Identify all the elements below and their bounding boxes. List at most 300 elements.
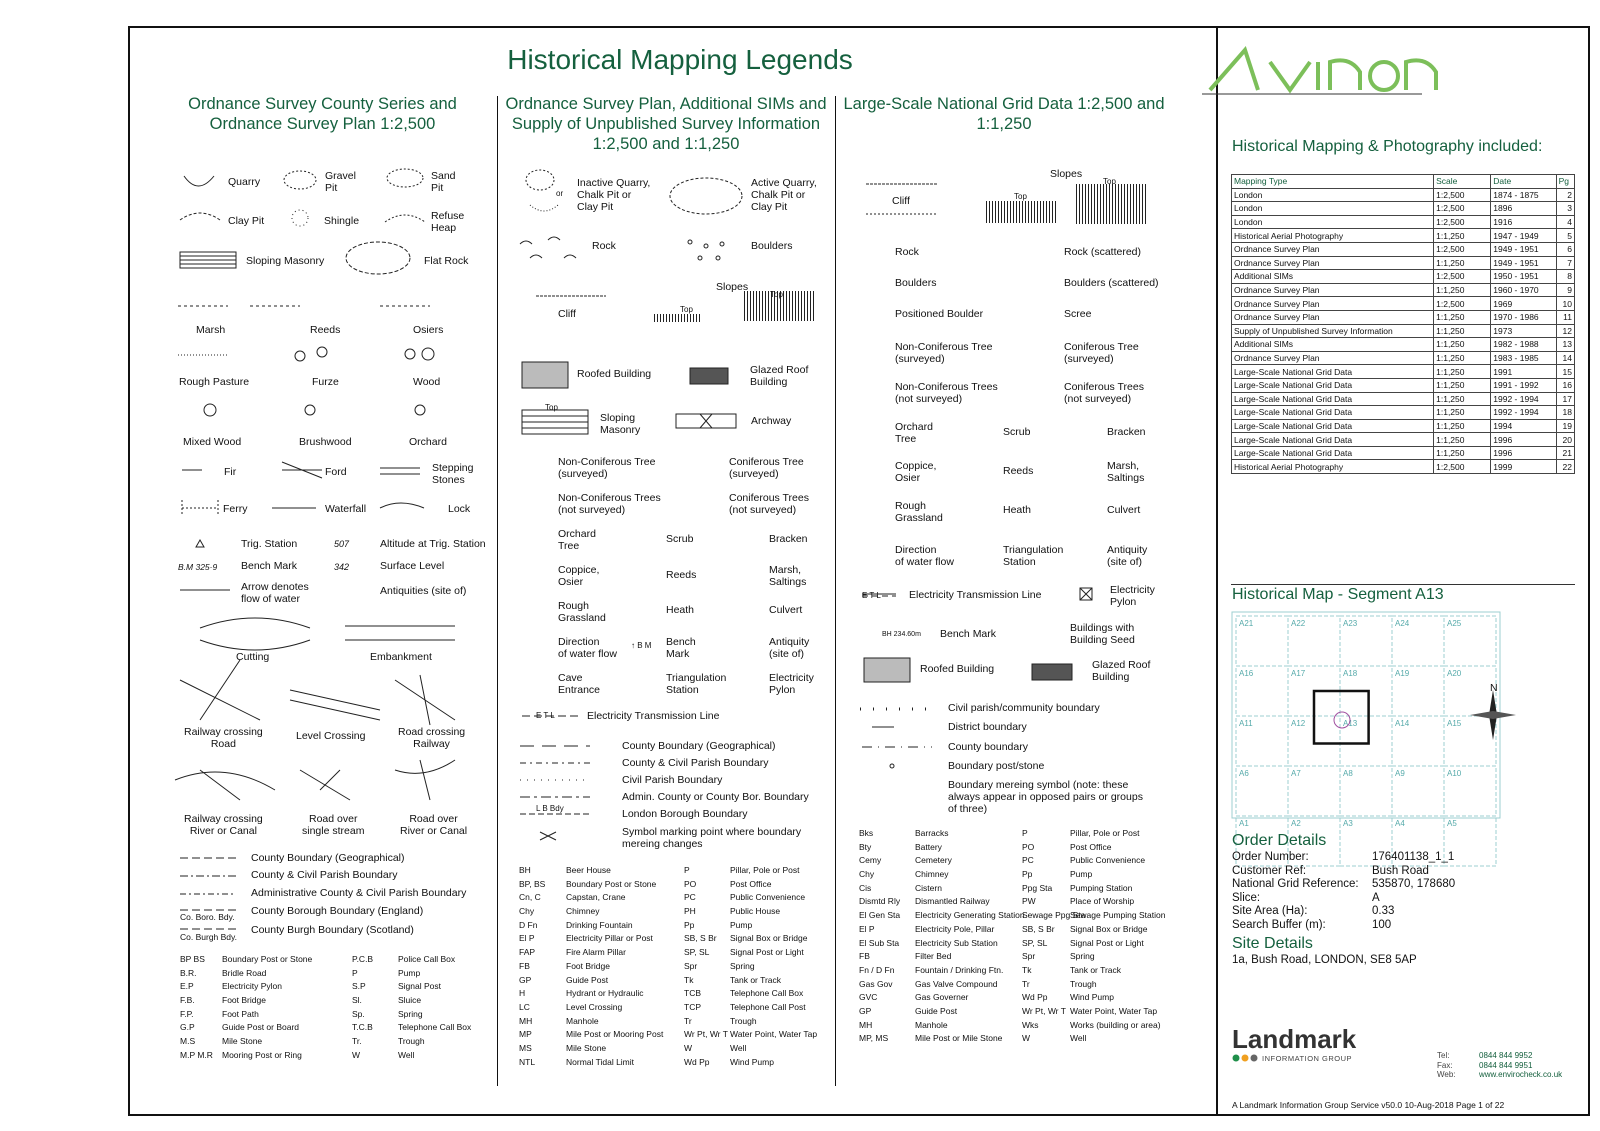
abbreviation-row xyxy=(1022,909,1172,923)
abbreviation-value: Battery xyxy=(915,841,942,852)
landmark-dots-icon xyxy=(1232,1054,1262,1064)
table-row xyxy=(1232,419,1575,433)
table-row xyxy=(1232,365,1575,379)
table-cell: Ordnance Survey Plan xyxy=(1232,283,1434,297)
order-label: National Grid Reference: xyxy=(1232,878,1359,890)
abbreviation-value: Fountain / Drinking Ftn. xyxy=(915,964,1004,975)
abbreviation-row xyxy=(352,1008,492,1022)
table-cell: 15 xyxy=(1556,365,1574,379)
abbreviation-row xyxy=(684,1028,834,1042)
abbreviation-row xyxy=(519,1056,684,1070)
abbreviation-row xyxy=(180,1021,355,1035)
grid-label: A4 xyxy=(1395,819,1405,828)
legend-bench-mark: Bench Mark xyxy=(666,636,696,660)
legend-marsh: Marsh, Saltings xyxy=(769,564,807,588)
abbreviation-row xyxy=(859,964,1019,978)
table-cell: 1970 - 1986 xyxy=(1491,310,1556,324)
burgh-bdy-label: Co. Burgh Bdy. xyxy=(180,932,238,942)
grid-label: A9 xyxy=(1395,769,1405,778)
table-cell: Large-Scale National Grid Data xyxy=(1232,378,1434,392)
abbreviation-key: El P xyxy=(859,923,875,934)
table-row xyxy=(1232,378,1575,392)
abbreviation-value: Chimney xyxy=(566,906,600,917)
abbreviation-row xyxy=(859,909,1025,923)
table-cell: 2 xyxy=(1556,188,1574,202)
table-cell: 1:1,250 xyxy=(1434,256,1491,270)
abbreviation-key: PH xyxy=(684,906,696,917)
site-address: 1a, Bush Road, LONDON, SE8 5AP xyxy=(1232,954,1417,966)
abbreviation-key: Dismtd Rly xyxy=(859,896,901,907)
abbreviation-key: SP, SL xyxy=(1022,937,1048,948)
legend-osiers: Osiers xyxy=(413,324,444,336)
legend-rock: Rock xyxy=(895,246,919,258)
column-heading-os-plan: Ordnance Survey Plan, Additional SIMs and Supply of Unpublished Survey Information 1:2,500 and 1:1,250 xyxy=(505,95,827,153)
legend-triangulation: Triangulation Station xyxy=(666,672,727,696)
abbreviation-value: Pump xyxy=(398,967,421,978)
table-row xyxy=(1232,270,1575,284)
abbreviations-col1-left xyxy=(180,953,355,1063)
abbreviation-key: F.B. xyxy=(180,995,195,1006)
contact-value: www.envirocheck.co.uk xyxy=(1479,1070,1563,1079)
order-row xyxy=(1232,919,1455,933)
abbreviation-key: T.C.B xyxy=(352,1022,373,1033)
abbreviation-value: Signal Post or Light xyxy=(1070,937,1144,948)
abbreviation-key: Sp. xyxy=(352,1008,365,1019)
abbreviation-row xyxy=(1022,868,1172,882)
legend-rough-grassland: Rough Grassland xyxy=(895,500,943,524)
table-row xyxy=(1232,351,1575,365)
segment-title: Historical Map - Segment A13 xyxy=(1232,586,1444,603)
top-label: Top xyxy=(770,290,783,299)
abbreviation-key: Chy xyxy=(519,906,535,917)
abbreviation-value: Telephone Call Box xyxy=(398,1022,472,1033)
table-row xyxy=(1232,392,1575,406)
abbreviation-key: PC xyxy=(1022,855,1034,866)
company-logo xyxy=(1200,40,1440,100)
table-cell: 1949 - 1951 xyxy=(1491,242,1556,256)
legend-bracken: Bracken xyxy=(1107,426,1146,438)
legend-sloping-masonry: Sloping Masonry xyxy=(246,255,325,267)
grid-label: A1 xyxy=(1239,819,1249,828)
abbreviation-key: GVC xyxy=(859,992,878,1003)
abbreviation-value: Spring xyxy=(1070,951,1095,962)
abbreviation-key: S.P xyxy=(352,981,366,992)
abbreviation-key: MH xyxy=(859,1019,873,1030)
abbreviation-key: Tk xyxy=(1022,964,1032,975)
clay-pit-symbol xyxy=(180,213,220,220)
order-value: Bush Road xyxy=(1372,864,1429,877)
abbreviation-key: TCP xyxy=(684,1001,701,1012)
table-row xyxy=(1232,460,1575,474)
legend-lock: Lock xyxy=(448,503,471,515)
abbreviation-value: Guide Post or Board xyxy=(222,1022,300,1033)
abbreviation-key: FAP xyxy=(519,947,536,958)
abbreviation-row xyxy=(519,932,684,946)
contact-row xyxy=(1437,1061,1562,1071)
abbreviation-key: P xyxy=(1022,828,1028,838)
legend-reeds: Reeds xyxy=(1003,465,1034,477)
legend-non-coniferous-not-surveyed: Non-Coniferous Trees (not surveyed) xyxy=(895,381,998,405)
table-cell: 1947 - 1949 xyxy=(1491,229,1556,243)
abbreviation-value: Gas Governer xyxy=(915,992,969,1003)
mapping-table xyxy=(1231,174,1575,474)
abbreviation-key: F.P. xyxy=(180,1008,194,1019)
table-cell: 1:1,250 xyxy=(1434,378,1491,392)
table-cell: Large-Scale National Grid Data xyxy=(1232,392,1434,406)
order-row xyxy=(1232,905,1455,919)
abbreviation-value: Trough xyxy=(730,1015,757,1026)
abbreviation-key: MS xyxy=(519,1042,532,1053)
abbreviation-row xyxy=(1022,937,1172,951)
order-title: Order Details xyxy=(1232,832,1327,849)
abbreviation-value: Works (building or area) xyxy=(1070,1019,1161,1030)
boundary-label: County Boundary (Geographical) xyxy=(251,852,405,864)
boundary-label: County & Civil Parish Boundary xyxy=(251,869,398,881)
abbreviation-value: Pump xyxy=(1070,869,1093,880)
abbreviation-key: Spr xyxy=(1022,951,1036,962)
table-cell: 3 xyxy=(1556,202,1574,216)
abbreviation-key: SB, S Br xyxy=(684,933,717,944)
grid-label: A13 xyxy=(1343,719,1358,728)
table-cell: 1996 xyxy=(1491,433,1556,447)
abbreviation-row xyxy=(684,960,834,974)
abbreviation-row xyxy=(1022,950,1172,964)
boundary-label: County Borough Boundary (England) xyxy=(251,905,424,917)
table-cell: 22 xyxy=(1556,460,1574,474)
boundary-label: County Burgh Boundary (Scotland) xyxy=(251,924,414,936)
abbreviation-row xyxy=(1022,923,1172,937)
order-label: Customer Ref: xyxy=(1232,864,1307,877)
abbreviation-row xyxy=(519,864,684,878)
abbreviation-row xyxy=(684,864,834,878)
legend-slopes: Slopes xyxy=(716,281,749,293)
abbreviation-row xyxy=(519,960,684,974)
or-label: or xyxy=(556,189,564,198)
legend-non-coniferous-not-surveyed: Non-Coniferous Trees (not surveyed) xyxy=(558,492,661,516)
abbreviation-key: W xyxy=(1022,1033,1031,1044)
legend-surface-level: Surface Level xyxy=(380,560,445,572)
flat-rock-symbol xyxy=(346,242,410,274)
order-value: 535870, 178680 xyxy=(1372,878,1456,890)
order-row xyxy=(1232,865,1455,879)
abbreviation-key: M.S xyxy=(180,1036,196,1047)
abbreviation-value: Well xyxy=(398,1049,415,1060)
table-cell: 1:1,250 xyxy=(1434,310,1491,324)
table-cell: 11 xyxy=(1556,310,1574,324)
abbreviation-value: Sewage Pumping Station xyxy=(1070,910,1166,921)
table-row xyxy=(1232,406,1575,420)
legend-inactive-quarry: Inactive Quarry, Chalk Pit or Clay Pit xyxy=(577,177,651,213)
bench-mark-symbol: ↑ B M xyxy=(631,641,652,650)
grid-label: A24 xyxy=(1395,619,1410,628)
legend-rough-grassland: Rough Grassland xyxy=(558,600,606,624)
legend-roofed-building: Roofed Building xyxy=(577,368,652,380)
legend-coppice: Coppice, Osier xyxy=(895,460,937,484)
abbreviation-row xyxy=(859,937,1019,951)
legend-marsh: Marsh xyxy=(196,324,226,336)
north-arrow-icon xyxy=(1468,685,1518,745)
abbreviation-row xyxy=(684,932,834,946)
abbreviation-row xyxy=(1022,978,1172,992)
etl-symbol: E T L xyxy=(862,591,881,600)
abbreviation-value: Pillar, Pole or Post xyxy=(730,865,800,875)
abbreviation-key: Spr xyxy=(684,960,698,971)
boundary-label: Symbol marking point where boundary mereing changes xyxy=(622,826,802,850)
legend-boulders: Boulders xyxy=(895,277,937,289)
refuse-heap-symbol xyxy=(385,215,425,222)
order-value: 0.33 xyxy=(1372,905,1395,917)
legend-coniferous-surveyed: Coniferous Tree (surveyed) xyxy=(729,456,804,480)
grid-label: A25 xyxy=(1447,619,1462,628)
legend-arrow-flow: Arrow denotes flow of water xyxy=(241,581,309,605)
legend-archway: Archway xyxy=(751,415,792,427)
order-label: Search Buffer (m): xyxy=(1232,918,1326,931)
table-cell: 6 xyxy=(1556,242,1574,256)
abbreviation-key: Bty xyxy=(859,841,872,852)
abbreviation-key: MH xyxy=(519,1015,533,1026)
boundary-label: Civil parish/community boundary xyxy=(948,702,1100,714)
table-cell: Large-Scale National Grid Data xyxy=(1232,433,1434,447)
table-cell: Large-Scale National Grid Data xyxy=(1232,365,1434,379)
abbreviation-row xyxy=(1022,1019,1172,1033)
abbreviation-key: NTL xyxy=(519,1056,536,1067)
legend-scrub: Scrub xyxy=(1003,426,1031,438)
legend-cliff: Cliff xyxy=(558,308,576,320)
column-heading-national-grid: Large-Scale National Grid Data 1:2,500 and 1:1,250 xyxy=(843,95,1165,133)
abbreviation-key: D Fn xyxy=(519,919,538,930)
table-cell: 1:2,500 xyxy=(1434,202,1491,216)
page-footer: A Landmark Information Group Service v50.0 10-Aug-2018 Page 1 of 22 xyxy=(1232,1100,1505,1110)
abbreviation-value: Chimney xyxy=(915,869,949,880)
table-cell: Supply of Unpublished Survey Information xyxy=(1232,324,1434,338)
abbreviation-value: Electricity Pillar or Post xyxy=(566,933,653,944)
abbreviation-value: Trough xyxy=(1070,978,1097,989)
abbreviation-value: Level Crossing xyxy=(566,1001,623,1012)
legend-reeds: Reeds xyxy=(666,569,697,581)
legend-cutting: Cutting xyxy=(236,651,270,663)
table-cell: London xyxy=(1232,215,1434,229)
section-rule xyxy=(1231,584,1575,585)
legend-coppice: Coppice, Osier xyxy=(558,564,600,588)
abbreviation-row xyxy=(684,919,834,933)
table-cell: 1:2,500 xyxy=(1434,215,1491,229)
abbreviation-value: Place of Worship xyxy=(1070,896,1135,907)
contact-label: Fax: xyxy=(1437,1060,1453,1070)
abbreviation-value: Cistern xyxy=(915,882,942,893)
abbreviation-key: P xyxy=(684,865,690,875)
abbreviation-row xyxy=(352,1021,492,1035)
abbreviation-row xyxy=(684,891,834,905)
abbreviation-value: Trough xyxy=(398,1036,425,1047)
abbreviation-key: El P xyxy=(519,933,535,944)
abbreviations-col2-left xyxy=(519,864,684,1069)
table-cell: London xyxy=(1232,188,1434,202)
abbreviation-row xyxy=(859,827,1019,841)
abbreviation-value: Tank or Track xyxy=(730,974,782,985)
legend-orchard-tree: Orchard Tree xyxy=(895,421,933,445)
abbreviation-key: Cn, C xyxy=(519,892,541,903)
abbreviation-key: W xyxy=(352,1049,361,1060)
table-cell: 1:1,250 xyxy=(1434,419,1491,433)
abbreviation-row xyxy=(1022,841,1172,855)
table-cell: 14 xyxy=(1556,351,1574,365)
grid-label: A11 xyxy=(1239,719,1253,728)
legend-bench-mark: Bench Mark xyxy=(940,628,997,640)
abbreviation-value: Public Convenience xyxy=(1070,855,1146,866)
abbreviation-value: Mile Post or Mile Stone xyxy=(915,1033,1003,1044)
legend-bracken: Bracken xyxy=(769,533,808,545)
bench-mark-number: B.M 325·9 xyxy=(178,562,218,572)
contact-details xyxy=(1437,1051,1562,1080)
abbreviation-value: Police Call Box xyxy=(398,954,456,964)
legend-glazed-roof: Glazed Roof Building xyxy=(1092,659,1151,683)
boundary-label: County Boundary (Geographical) xyxy=(622,740,776,752)
abbreviation-row xyxy=(519,946,684,960)
grid-label: A22 xyxy=(1291,619,1306,628)
landmark-logo: Landmark xyxy=(1232,1024,1357,1054)
top-label: Top xyxy=(1103,177,1116,186)
order-row xyxy=(1232,892,1455,906)
abbreviation-key: Sl. xyxy=(352,995,362,1006)
abbreviation-key: P xyxy=(352,967,358,978)
table-row xyxy=(1232,310,1575,324)
abbreviation-row xyxy=(859,978,1019,992)
table-cell: 1:1,250 xyxy=(1434,433,1491,447)
abbreviation-row xyxy=(180,953,355,967)
table-cell: 1:1,250 xyxy=(1434,229,1491,243)
abbreviation-row xyxy=(519,974,684,988)
legend-pylon: Electricity Pylon xyxy=(769,672,814,696)
abbreviation-row xyxy=(519,1042,684,1056)
table-cell: 16 xyxy=(1556,378,1574,392)
abbreviation-value: Post Office xyxy=(1070,841,1112,852)
legend-road-river: Road over River or Canal xyxy=(400,813,468,837)
abbreviation-key: P.C.B xyxy=(352,954,374,964)
grid-label: A3 xyxy=(1343,819,1353,828)
table-cell: 4 xyxy=(1556,215,1574,229)
abbreviation-value: Foot Bridge xyxy=(566,960,610,971)
abbreviation-value: Filter Bed xyxy=(915,951,952,962)
abbreviation-value: Well xyxy=(730,1042,747,1053)
legend-roofed-building: Roofed Building xyxy=(920,663,995,675)
table-row xyxy=(1232,433,1575,447)
order-value: A xyxy=(1372,891,1380,904)
abbreviation-value: Water Point, Water Tap xyxy=(1070,1005,1158,1016)
legend-heath: Heath xyxy=(666,604,695,616)
abbreviation-value: Public Convenience xyxy=(730,892,806,903)
north-label: N xyxy=(1490,682,1498,694)
legend-marsh: Marsh, Saltings xyxy=(1107,460,1145,484)
abbreviation-row xyxy=(684,1056,834,1070)
table-cell: 1992 - 1994 xyxy=(1491,406,1556,420)
grid-label: A17 xyxy=(1291,669,1306,678)
order-value: 176401138_1_1 xyxy=(1372,851,1455,863)
legend-bench-mark: Bench Mark xyxy=(241,560,298,572)
abbreviation-row xyxy=(519,905,684,919)
table-cell: 5 xyxy=(1556,229,1574,243)
table-cell: Ordnance Survey Plan xyxy=(1232,297,1434,311)
abbreviation-row xyxy=(859,868,1019,882)
table-cell: 1:1,250 xyxy=(1434,446,1491,460)
abbreviation-value: Pillar, Pole or Post xyxy=(1070,828,1140,838)
abbreviation-row xyxy=(180,1035,355,1049)
abbreviation-value: Tank or Track xyxy=(1070,964,1122,975)
abbreviation-value: Boundary Post or Stone xyxy=(222,954,313,964)
table-cell: 1896 xyxy=(1491,202,1556,216)
boundary-label: Administrative County & Civil Parish Boundary xyxy=(251,887,467,899)
legend-level-crossing: Level Crossing xyxy=(296,730,366,742)
legend-coniferous-surveyed: Coniferous Tree (surveyed) xyxy=(1064,341,1139,365)
abbreviation-row xyxy=(352,953,492,967)
abbreviation-value: Guide Post xyxy=(915,1005,958,1016)
abbreviation-key: Pp xyxy=(1022,869,1033,880)
legend-etl: Electricity Transmission Line xyxy=(909,589,1042,601)
legend-rail-river: Railway crossing River or Canal xyxy=(184,813,263,837)
abbreviation-key: FB xyxy=(519,960,530,971)
abbreviation-row xyxy=(1022,991,1172,1005)
abbreviation-key: MP xyxy=(519,1029,532,1040)
abbreviation-value: Signal Box or Bridge xyxy=(730,933,808,944)
abbreviation-value: Water Point, Water Tap xyxy=(730,1029,818,1040)
abbreviation-value: Foot Path xyxy=(222,1008,259,1019)
legend-brushwood: Brushwood xyxy=(299,436,352,448)
table-header: Date xyxy=(1491,175,1556,189)
order-row xyxy=(1232,878,1455,892)
abbreviation-key: Tr xyxy=(1022,978,1030,989)
abbreviation-value: Electricity Pylon xyxy=(222,981,282,992)
grid-label: A8 xyxy=(1343,769,1353,778)
abbreviation-row xyxy=(684,1015,834,1029)
table-cell: 1969 xyxy=(1491,297,1556,311)
abbreviation-key: Gas Gov xyxy=(859,978,893,989)
abbreviation-value: Manhole xyxy=(915,1019,948,1030)
abbreviation-row xyxy=(1022,882,1172,896)
contact-row xyxy=(1437,1070,1562,1080)
abbreviation-row xyxy=(180,967,355,981)
table-cell: Historical Aerial Photography xyxy=(1232,229,1434,243)
abbreviation-row xyxy=(859,1005,1019,1019)
table-cell: 1999 xyxy=(1491,460,1556,474)
legend-slopes: Slopes xyxy=(1050,168,1083,180)
table-cell: 1992 - 1994 xyxy=(1491,392,1556,406)
legend-sloping-masonry: Sloping Masonry xyxy=(600,412,641,436)
abbreviation-row xyxy=(859,882,1019,896)
abbreviation-key: B.R. xyxy=(180,967,197,978)
table-cell: 1994 xyxy=(1491,419,1556,433)
abbreviation-value: Signal Box or Bridge xyxy=(1070,923,1148,934)
grid-label: A12 xyxy=(1291,719,1306,728)
table-cell: 1973 xyxy=(1491,324,1556,338)
lb-bdy-label: L B Bdy xyxy=(536,804,564,813)
legend-refuse-heap: Refuse Heap xyxy=(431,210,465,234)
table-cell: 1:2,500 xyxy=(1434,270,1491,284)
legend-boulders-scattered: Boulders (scattered) xyxy=(1064,277,1159,289)
legend-waterfall: Waterfall xyxy=(325,503,367,515)
table-cell: Ordnance Survey Plan xyxy=(1232,310,1434,324)
boundary-label: Boundary mereing symbol (note: these always appear in opposed pairs or groups of three) xyxy=(948,779,1143,815)
order-value: 100 xyxy=(1372,918,1392,931)
boundary-label: London Borough Boundary xyxy=(622,808,748,820)
abbreviation-key: Bks xyxy=(859,828,874,838)
table-cell: 1916 xyxy=(1491,215,1556,229)
table-cell: 21 xyxy=(1556,446,1574,460)
legend-active-quarry: Active Quarry, Chalk Pit or Clay Pit xyxy=(751,177,817,213)
table-cell: 1:2,500 xyxy=(1434,460,1491,474)
table-row xyxy=(1232,202,1575,216)
page-title: Historical Mapping Legends xyxy=(507,44,853,75)
boundary-label: Boundary post/stone xyxy=(948,760,1045,772)
abbreviation-key: Fn / D Fn xyxy=(859,964,895,975)
